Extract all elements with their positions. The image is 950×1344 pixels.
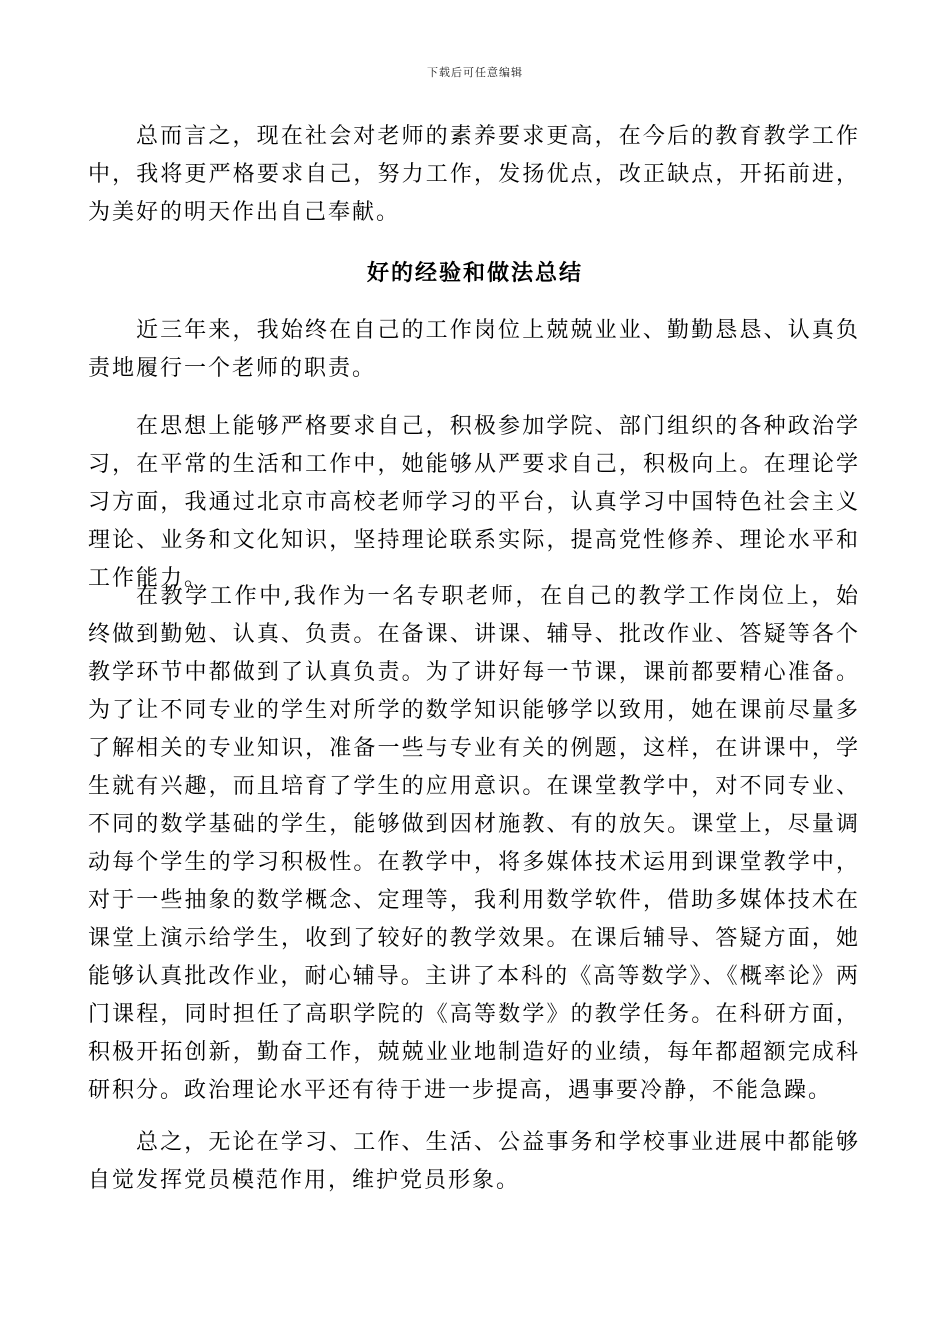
section-title: 好的经验和做法总结 — [366, 260, 583, 286]
section-paragraph-4: 总之，无论在学习、工作、生活、公益事务和学校事业进展中都能够自觉发挥党员模范作用，维护党员形象。 — [88, 1130, 860, 1193]
section-paragraph-3: 在教学工作中,我作为一名专职老师，在自己的教学工作岗位上，始终做到勤勉、认真、负责。在备课、讲课、辅导、批改作业、答疑等各个教学环节中都做到了认真负责。为了讲好每一节课，课前都要精心准备。为了让不同专业的学生对所学的数学知识能够学以致用，她在课前尽量多了解相关的专业知识，准备一些与专业有关的例题，这样，在讲课中，学生就有兴趣，而且培育了学生的应用意识。在课堂教学中，对不同专业、不同的数学基础的学生，能够做到因材施教、有的放矢。课堂上，尽量调动每个学生的学习积极性。在教学中，将多媒体技术运用到课堂教学中，对于一些抽象的数学概念、定理等，我利用数学软件，借助多媒体技术在课堂上演示给学生，收到了较好的教学效果。在课后辅导、答疑方面，她能够认真批改作业，耐心辅导。主讲了本科的《高等数学》、《概率论》两门课程，同时担任了高职学院的《高等数学》的教学任务。在科研方面，积极开拓创新，勤奋工作，兢兢业业地制造好的业绩，每年都超额完成科研积分。政治理论水平还有待于进一步提高，遇事要冷静，不能急躁。 — [88, 584, 860, 1103]
page-header-note: 下载后可任意编辑 — [427, 66, 523, 79]
section-paragraph-2: 在思想上能够严格要求自己，积极参加学院、部门组织的各种政治学习，在平常的生活和工作中，她能够从严要求自己，积极向上。在理论学习方面，我通过北京市高校老师学习的平台，认真学习中国特色社会主义理论、业务和文化知识，坚持理论联系实际，提高党性修养、理论水平和工作能力。 — [88, 414, 860, 591]
section-paragraph-1: 近三年来，我始终在自己的工作岗位上兢兢业业、勤勤恳恳、认真负责地履行一个老师的职责。 — [88, 318, 860, 381]
intro-paragraph: 总而言之，现在社会对老师的素养要求更高，在今后的教育教学工作中，我将更严格要求自己，努力工作，发扬优点，改正缺点，开拓前进，为美好的明天作出自己奉献。 — [88, 124, 860, 225]
